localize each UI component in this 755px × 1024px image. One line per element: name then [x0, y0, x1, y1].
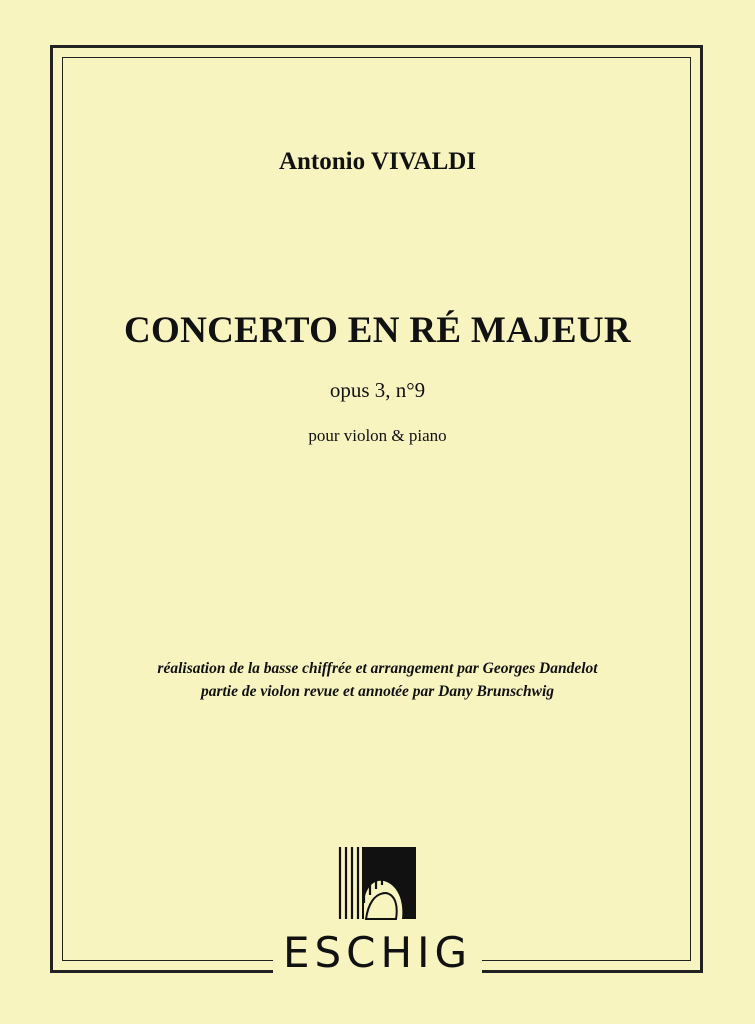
- inner-border-frame: [62, 57, 691, 961]
- opus-number: opus 3, n°9: [329, 378, 426, 402]
- arrangement-credit: réalisation de la basse chiffrée et arrangement par Georges Dandelot: [157, 660, 598, 677]
- instrumentation: pour violon & piano: [308, 426, 447, 445]
- work-title: CONCERTO EN RÉ MAJEUR: [124, 310, 631, 351]
- eschig-logo-icon: [334, 843, 420, 923]
- publisher-wordmark: [0, 928, 755, 977]
- publisher-name: ESCHIG: [273, 928, 482, 977]
- composer-name: Antonio VIVALDI: [278, 148, 477, 175]
- violin-edition-credit: partie de violon revue et annotée par Dany Brunschwig: [200, 683, 555, 700]
